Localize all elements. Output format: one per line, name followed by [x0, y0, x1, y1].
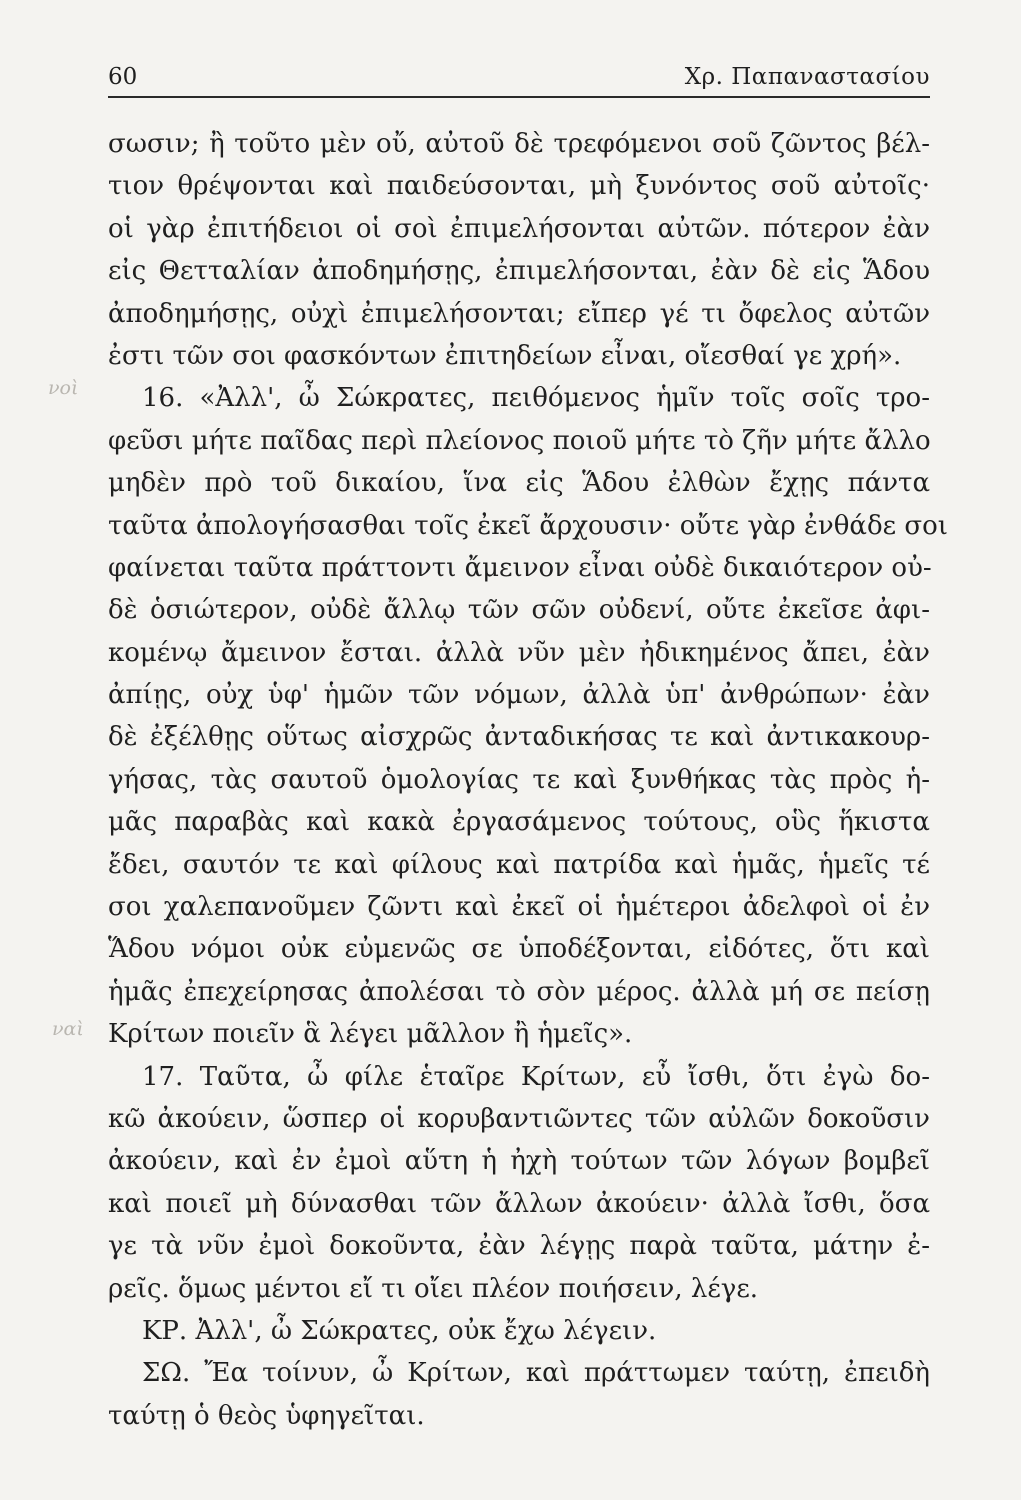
text-line: γε τὰ νῦν ἐμοὶ δοκοῦντα, ἐὰν λέγῃς παρὰ ταῦτα, μάτην ἐ- [108, 1231, 930, 1262]
running-head: Χρ. Παπαναστασίου [684, 64, 930, 90]
text-line: ἀπίῃς, οὐχ ὑφ' ἡμῶν τῶν νόμων, ἀλλὰ ὑπ' ἀνθρώπων· ἐὰν [108, 680, 930, 711]
margin-note: ναὶ [52, 1018, 84, 1040]
text-line: δὲ ἐξέλθῃς οὕτως αἰσχρῶς ἀνταδικήσας τε καὶ ἀντικακουρ- [108, 722, 930, 753]
page-number: 60 [108, 64, 138, 90]
text-line: ἡμᾶς ἐπεχείρησας ἀπολέσαι τὸ σὸν μέρος. ἀλλὰ μή σε πείσῃ [108, 976, 930, 1007]
text-line: σωσιν; ἢ τοῦτο μὲν οὔ, αὐτοῦ δὲ τρεφόμενοι σοῦ ζῶντος βέλ- [108, 129, 930, 159]
text-line: μᾶς παραβὰς καὶ κακὰ ἐργασάμενος τούτους, οὓς ἥκιστα [108, 807, 930, 838]
text-line: Ἅδου νόμοι οὐκ εὐμενῶς σε ὑποδέξονται, εἰδότες, ὅτι καὶ [108, 934, 930, 965]
text-line: ταύτῃ ὁ θεὸς ὑφηγεῖται. [108, 1400, 425, 1431]
text-line: δὲ ὁσιώτερον, οὐδὲ ἄλλῳ τῶν σῶν οὐδενί, οὔτε ἐκεῖσε ἀφι- [108, 595, 930, 626]
text-line: ἀκούειν, καὶ ἐν ἐμοὶ αὕτη ἡ ἠχὴ τούτων τῶν λόγων βομβεῖ [108, 1146, 930, 1177]
text-line: κομένῳ ἄμεινον ἔσται. ἀλλὰ νῦν μὲν ἠδικημένος ἄπει, ἐὰν [108, 637, 930, 668]
text-line: φαίνεται ταῦτα πράττοντι ἄμεινον εἶναι οὐδὲ δικαιότερον οὐ- [108, 552, 932, 583]
text-line: ἀποδημήσῃς, οὐχὶ ἐπιμελήσονται; εἴπερ γέ τι ὄφελος αὐτῶν [108, 298, 930, 329]
text-line: Κρίτων ποιεῖν ἃ λέγει μᾶλλον ἢ ἡμεῖς». [108, 1019, 633, 1050]
text-line: σοι χαλεπανοῦμεν ζῶντι καὶ ἐκεῖ οἱ ἡμέτεροι ἀδελφοὶ οἱ ἐν [108, 892, 930, 923]
text-line: κῶ ἀκούειν, ὥσπερ οἱ κορυβαντιῶντες τῶν αὐλῶν δοκοῦσιν [108, 1103, 930, 1134]
body-text [108, 123, 948, 1437]
text-line: οἱ γὰρ ἐπιτήδειοι οἱ σοὶ ἐπιμελήσονται αὐτῶν. πότερον ἐὰν [108, 213, 930, 244]
header-rule [108, 96, 930, 98]
text-line: καὶ ποιεῖ μὴ δύνασθαι τῶν ἄλλων ἀκούειν· ἀλλὰ ἴσθι, ὅσα [108, 1188, 930, 1219]
text-line: ἔδει, σαυτόν τε καὶ φίλους καὶ πατρίδα καὶ ἡμᾶς, ἡμεῖς τέ [108, 849, 930, 880]
text-line: ρεῖς. ὅμως μέντοι εἴ τι οἴει πλέον ποιήσειν, λέγε. [108, 1273, 759, 1304]
text-line: ἐστι τῶν σοι φασκόντων ἐπιτηδείων εἶναι, οἴεσθαί γε χρή». [108, 340, 902, 371]
text-line: ΣΩ. Ἔα τοίνυν, ὦ Κρίτων, καὶ πράττωμεν ταύτῃ, ἐπειδὴ [142, 1358, 930, 1389]
text-line: τιον θρέψονται καὶ παιδεύσονται, μὴ ξυνόντος σοῦ αὐτοῖς· [108, 171, 930, 202]
text-line: 17. Ταῦτα, ὦ φίλε ἑταῖρε Κρίτων, εὖ ἴσθι, ὅτι ἐγὼ δο- [142, 1061, 930, 1092]
text-line: εἰς Θετταλίαν ἀποδημήσῃς, ἐπιμελήσονται, ἐὰν δὲ εἰς Ἅδου [108, 256, 930, 287]
text-line: φεῦσι μήτε παῖδας περὶ πλείονος ποιοῦ μήτε τὸ ζῆν μήτε ἄλλο [108, 425, 931, 456]
text-line: ταῦτα ἀπολογήσασθαι τοῖς ἐκεῖ ἄρχουσιν· οὔτε γὰρ ἐνθάδε σοι [108, 510, 948, 541]
text-line: μηδὲν πρὸ τοῦ δικαίου, ἵνα εἰς Ἅδου ἐλθὼν ἔχῃς πάντα [108, 468, 930, 499]
margin-note: νοὶ [48, 377, 79, 399]
text-line: ΚΡ. Ἀλλ', ὦ Σώκρατες, οὐκ ἔχω λέγειν. [142, 1315, 657, 1346]
text-line: 16. «Ἀλλ', ὦ Σώκρατες, πειθόμενος ἡμῖν τοῖς σοῖς τρο- [142, 383, 930, 414]
text-line: γήσας, τὰς σαυτοῦ ὁμολογίας τε καὶ ξυνθήκας τὰς πρὸς ἡ- [108, 764, 930, 795]
